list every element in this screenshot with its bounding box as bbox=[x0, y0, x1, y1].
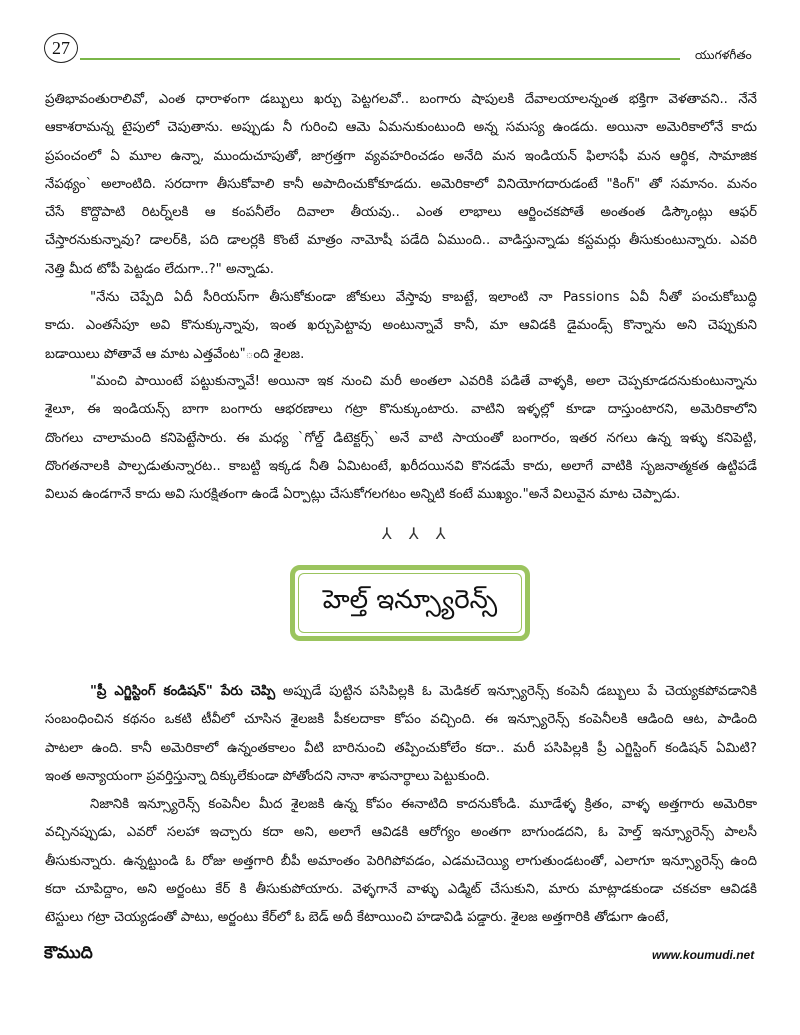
running-title: యుగళగీతం bbox=[695, 48, 752, 62]
text-line: దొంగలు చాలామంది కనిపెట్టేసారు. ఈ మధ్య `గోల్డ్ డిటెక్టర్స్` అనే వాటి సాయంతో బంగారం, ఇతర నగలు ఉన్న ఇళ్ళు కనిపెట్టి, bbox=[45, 430, 757, 446]
text-line: ఇంత అన్యాయంగా ప్రవర్తిస్తున్నా దిక్కులేకుండా పోతోందని నానా శాపనార్థాలు పెట్టుకుంది. bbox=[45, 768, 490, 784]
line-text: అప్పుడే పుట్టిన పసిపిల్లకి ఓ మెడికల్ ఇన్స్యూరెన్స్ కంపెనీ డబ్బులు పే చెయ్యకపోవడానికి bbox=[275, 684, 757, 699]
text-line: వచ్చినప్పుడు, ఎవరో సలహా ఇచ్చారు కదా అని, అలాగే ఆవిడకి ఆరోగ్యం అంతగా బాగుండదని, ఓ హెల్త్ ఇన్స్యూరెన్స్ పాలసీ bbox=[45, 825, 757, 841]
text-line: "మంచి పాయింటే పట్టుకున్నావే! అయినా ఇక నుంచి మరీ అంతలా ఎవరికి పడితే వాళ్ళకి, అలా చెప్పకూడదనుకుంటున్నాను bbox=[90, 374, 757, 389]
website-link[interactable]: www.koumudi.net bbox=[652, 948, 755, 962]
section-title: హెల్త్ ఇన్స్యూరెన్స్ bbox=[298, 573, 522, 633]
text-line: నేపథ్యం` అలాంటిది. సరదాగా తీసుకోవాలి కానీ అపాదించుకోకూడదు. అమెరికాలో వినియోగదారుడంటే "కింగ్" తో సమానం. మనం bbox=[45, 176, 757, 192]
page-number: 27 bbox=[44, 33, 78, 63]
text-line: తీసుకున్నారు. ఉన్నట్టుండి ఓ రోజు అత్తగారి బీపీ అమాంతం పెరిగిపోవడం, ఎడమచెయ్యి లాగుతుండటంతో, ఎలాగూ ఇన్స్యూరెన్స్ ఉంది bbox=[45, 853, 757, 869]
paragraph bbox=[45, 791, 757, 932]
paragraph bbox=[45, 284, 757, 369]
text-line: కాదు. ఎంతసేపూ అవి కొనుక్కున్నావు, ఇంత ఖర్చుపెట్టావు అంటున్నావే కానీ, మా ఆవిడకి డైమండ్స్ కొన్నాను అని చెప్పుకుని bbox=[45, 318, 757, 334]
text-line: బడాయిలు పోతావే ఆ మాట ఎత్తవేంట"ంది శైలజ. bbox=[45, 346, 305, 362]
text-line: నెత్తి మీద టోపీ పెట్టడం లేదుగా..?" అన్నాడు. bbox=[45, 261, 274, 277]
text-line: "నేను చెప్పేది ఏదీ సీరియస్‌గా తీసుకోకుండా జోకులు వేస్తావు కాబట్టే, ఇలాంటి నా Passions ఏవీ నీతో పంచుకోబుద్ధి bbox=[90, 290, 757, 305]
text-line: ప్రపంచంలో ఏ మూల ఉన్నా, ముందుచూపుతో, జాగ్రత్తగా వ్యవహరించడం అనేది మన ఇండియన్ ఫిలాసఫీ మన ఆర్థిక, సామాజిక bbox=[45, 148, 757, 164]
magazine-logo: కౌముది bbox=[44, 943, 93, 963]
text-line: పాటలా ఉంది. కానీ అమెరికాలో ఉన్నంతకాలం వీటి బారినుంచి తప్పించుకోలేం కదా.. మరీ పసిపిల్లకి ప్రీ ఎగ్జిస్టింగ్ కండిషన్ ఏమిటి? bbox=[45, 740, 757, 756]
text-line: చేస్తారనుకున్నావు? డాలర్‌కి, పది డాలర్లకి కొంటే మాత్రం నామోషీ పడేది ఏముంది.. వాడిస్తున్నాడు కస్టమర్లు తీసుకుంటున్నారు. ఎవరి bbox=[45, 233, 757, 249]
lead-phrase: "ప్రీ ఎగ్జిస్టింగ్ కండిషన్" పేరు చెప్పి bbox=[90, 684, 276, 699]
text-line: ఆకాశరామన్న టైపులో చెపుతాను. అప్పుడు నీ గురించి ఆమె ఏమనుకుంటుంది అన్న సమస్య ఉండదు. అయినా అమెరికాలోనే కాదు bbox=[45, 120, 757, 136]
section-title-box bbox=[290, 565, 530, 641]
text-line: విలువ ఉండగానే కాదు అవి సురక్షితంగా ఉండే ఏర్పాట్లు చేసుకోగలగటం అన్నిటి కంటే ముఖ్యం."అనే విలువైన మాట చెప్పాడు. bbox=[45, 487, 681, 503]
text-line: శైలూ, ఈ ఇండియన్స్ బాగా బంగారు ఆభరణాలు గట్రా కొనుక్కుంటారు. వాటిని ఇళ్ళల్లో కూడా దాస్తుంటారని, అమెరికాలోని bbox=[45, 402, 757, 418]
paragraph bbox=[45, 368, 757, 509]
header-rule bbox=[80, 58, 680, 60]
paragraph bbox=[45, 678, 757, 791]
text-line: చేసే కొద్దొపాటి రిటర్న్‌లకి ఆ కంపనీలేం దివాలా తీయవు.. ఎంత లాభాలు ఆర్జించకపోతే అంతంత డిస్కౌంట్లు ఆఫర్ bbox=[45, 205, 757, 221]
text-line: సంబంధించిన కథనం ఒకటి టీవీలో చూసిన శైలజకి పీకలదాకా కోపం వచ్చింది. ఈ ఇన్స్యూరెన్స్ కంపెనీలకి ఆడింది ఆట, పాడింది bbox=[45, 712, 757, 728]
text-line: టెస్టులు గట్రా చెయ్యడంతో పాటు, అర్జంటు కేర్‌లో ఓ బెడ్ అదీ కేటాయించి హడావిడి పడ్డారు. శైలజ అత్తగారికి తోడుగా ఉంటే, bbox=[45, 910, 669, 926]
paragraph bbox=[45, 86, 757, 284]
text-line: ప్రతిభావంతురాలివో, ఎంత ధారాళంగా డబ్బులు ఖర్చు పెట్టగలవో.. బంగారు షాపులకి దేవాలయాలన్నంత భక్తిగా వెళతావని.. నేనే bbox=[45, 92, 757, 107]
text-line: నిజానికి ఇన్స్యూరెన్స్ కంపెనీల మీద శైలజకి ఉన్న కోపం ఈనాటిది కాదనుకోండి. మూడేళ్ళ క్రితం, వాళ్ళ అత్తగారు అమెరికా bbox=[90, 797, 757, 812]
text-line bbox=[45, 678, 757, 706]
text-line: కదా చూపిద్దాం, అని అర్జంటు కేర్ కి తీసుకుపోయారు. వెళ్ళగానే వాళ్ళు ఎడ్మిట్ చేసుకుని, మారు మాట్లాడకుండా చకచకా ఆవిడకి bbox=[45, 881, 757, 897]
text-line: దొంగతనాలకి పాల్పడుతున్నారట.. కాబట్టి ఇక్కడ నీతి ఏమిటంటే, ఖరీదయినవి కొనడమే కాదు, అలాగే వాటికి సృజనాత్మకత ఉట్టిపడే bbox=[45, 458, 757, 474]
section-separator: ⅄ ⅄ ⅄ bbox=[382, 524, 452, 543]
